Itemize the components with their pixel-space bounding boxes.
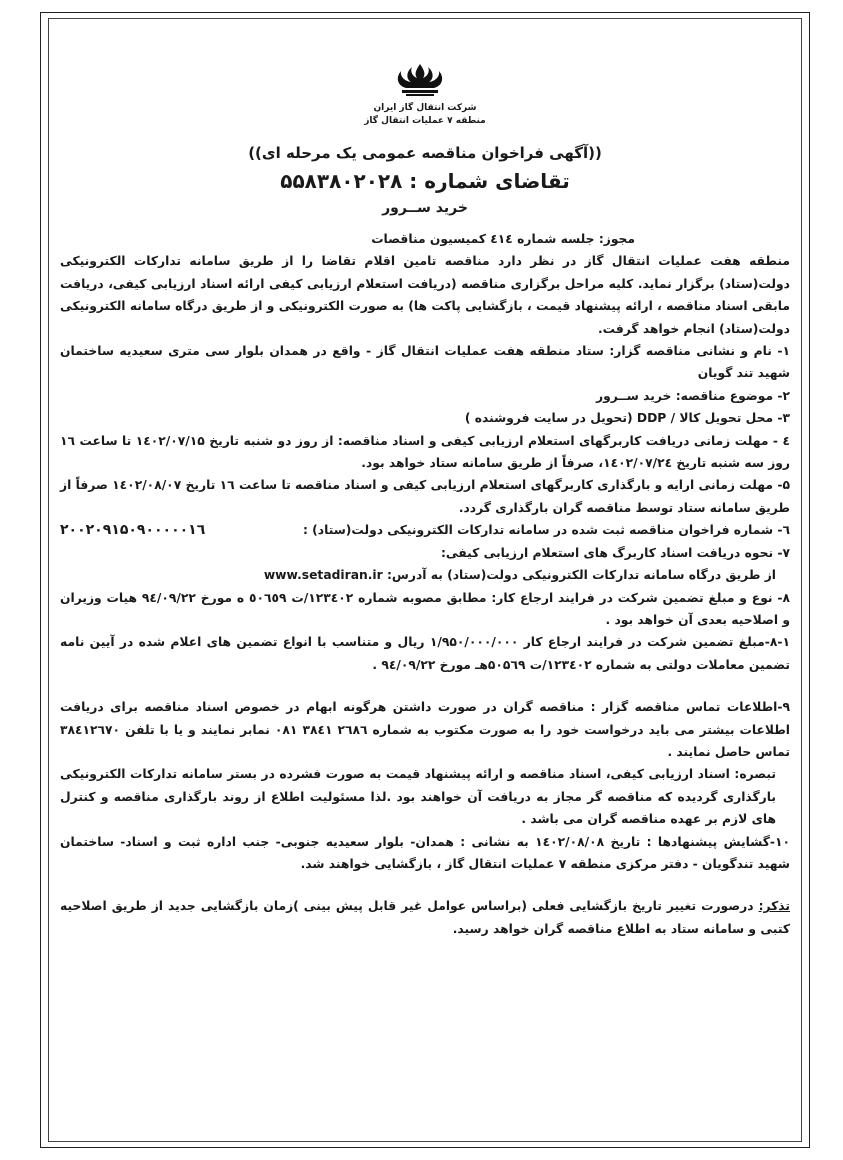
item-5: ۵- مهلت زمانی ارایه و بارگذاری کاربرگهای استعلام ارزیابی کیفی و اسناد مناقصه تا ساعت ۱٦ تاریخ ۱٤۰۲/۰۸/۰۷ صرفاً از طریق سامانه ستاد توسط مناقصه گران بارگذاری گردد. bbox=[60, 478, 790, 515]
notice-title: ((آگهی فراخوان مناقصه عمومی یک مرحله ای)) bbox=[248, 144, 602, 162]
note-paragraph: تبصره: اسناد ارزیابی کیفی، اسناد مناقصه و ارائه پیشنهاد قیمت به صورت فشرده در بستر سامانه تدارکات الکترونیکی بارگذاری گردیده که مناقصه گر مجاز به دریافت آن خواهند بود .لذا مسئولیت اطلاع از روند بارگذاری مناقصه و کنترل های لازم بر عهده مناقصه گران می باشد . bbox=[60, 767, 776, 827]
intro-paragraph: منطقه هفت عملیات انتقال گاز در نظر دارد مناقصه تامین اقلام تقاضا را از طریق سامانه تدارکات الکترونیکی دولت(ستاد) برگزار نماید. کلیه مراحل برگزاری مناقصه (دریافت استعلام ارزیابی کیفی ارائه اسناد ارزیابی کیفی، دریافت مابقی اسناد مناقصه ، ارائه پیشنهاد قیمت ، بازگشایی پاکت ها) به صورت الکترونیکی و از طریق درگاه سامانه الکترونیکی دولت(ستاد) انجام خواهد گرفت. bbox=[60, 254, 790, 336]
tender-call-number: ۲۰۰۲۰۹۱۵۰۹۰۰۰۰۰۱٦ bbox=[60, 522, 206, 539]
subject-heading: خرید ســرور bbox=[382, 200, 468, 216]
request-number: تقاضای شماره : ۵۵۸۳۸۰۲۰۲۸ bbox=[280, 169, 570, 193]
setad-url: www.setadiran.ir bbox=[263, 568, 383, 583]
item-1: ۱- نام و نشانی مناقصه گزار: ستاد منطقه هفت عملیات انتقال گاز - واقع در همدان بلوار سی متری سعیدیه ساختمان شهید تند گویان bbox=[60, 344, 790, 381]
item-8: ۸- نوع و مبلغ تضمین شرکت در فرایند ارجاع کار: مطابق مصوبه شماره ۱۲۳٤۰۲/ت ٥٠٦٥٩ ه مورخ ۹٤/۰۹/۲۲ هیات وزیران و اصلاحیه بعدی آن خواهد بود . bbox=[60, 590, 790, 627]
footer-reminder bbox=[60, 895, 790, 940]
reminder-text: درصورت تغییر تاریخ بازگشایی فعلی (براساس عوامل غیر قابل پیش بینی )زمان بازگشایی جدید از طریق اصلاحیه کتبی و سامانه ستاد به اطلاع مناقصه گران خواهد رسید. bbox=[60, 899, 790, 936]
company-caption bbox=[325, 102, 525, 128]
region-name: منطقه ۷ عملیات انتقال گاز bbox=[364, 116, 486, 126]
item-3: ۳- محل تحویل کالا / DDP (تحویل در سایت فروشنده ) bbox=[464, 411, 790, 426]
item-8-1: ۸-۱-مبلغ تضمین شرکت در فرایند ارجاع کار ۱/۹۵۰/۰۰۰/۰۰۰ ریال و متناسب با انواع تضمین های اعلام شده در آیین نامه تضمین معاملات دولتی به شماره ۱۲۳٤۰۲/ت ۵۰۵٦۹هـ مورخ ۹٤/۰۹/۲۲ . bbox=[60, 635, 790, 672]
company-name: شرکت انتقال گاز ایران bbox=[373, 103, 477, 113]
item-7: ۷- نحوه دریافت اسناد کاربرگ های استعلام ارزیابی کیفی: bbox=[440, 545, 790, 560]
spacer bbox=[60, 875, 790, 895]
item-6 bbox=[60, 519, 790, 541]
item-6-label: ٦- شماره فراخوان مناقصه ثبت شده در سامانه تدارکات الکترونیکی دولت(ستاد) : bbox=[302, 523, 790, 538]
item-2: ۲- موضوع مناقصه: خرید ســرور bbox=[596, 388, 790, 403]
notice-body bbox=[60, 228, 790, 940]
reminder-label: تذکر: bbox=[758, 899, 791, 914]
spacer bbox=[60, 676, 790, 696]
item-10: ۱۰-گشایش پیشنهادها : تاریخ ۱٤۰۲/۰۸/۰۸ به نشانی : همدان- بلوار سعیدیه جنوبی- جنب اداره ثبت و اسناد- ساختمان شهید تندگویان - دفتر مرکزی منطقه ۷ عملیات انتقال گاز ، بازگشایی خواهند شد. bbox=[60, 834, 790, 871]
permit-line: مجوز: جلسه شماره ٤١٤ کمیسیون مناقصات bbox=[371, 232, 635, 246]
nigc-flame-logo-icon bbox=[390, 62, 450, 98]
item-9: ۹-اطلاعات تماس مناقصه گزار : مناقصه گران در صورت داشتن هرگونه ابهام در خصوص اسناد مناقصه برای دریافت اطلاعات بیشتر می باید درخواست خود را به صورت مکتوب به شماره ۲٦۸٦ ۳۸٤۱ ۰۸۱ نمابر نمایند و یا با تلفن ۳۸٤۱۲٦۷۰ تماس حاصل نمایند . bbox=[60, 700, 790, 759]
item-7-detail bbox=[60, 564, 790, 586]
item-4: ٤ - مهلت زمانی دریافت کاربرگهای استعلام ارزیابی کیفی و اسناد مناقصه: از روز دو شنبه تاریخ ۱٤۰۲/۰۷/۱۵ تا ساعت ۱٦ روز سه شنبه تاریخ ۱٤۰۲/۰۷/۲٤، صرفاً از طریق سامانه ستاد خواهد بود. bbox=[60, 433, 790, 471]
item-7-detail-text: از طریق درگاه سامانه تدارکات الکترونیکی دولت(ستاد) به آدرس: bbox=[386, 568, 776, 583]
tender-notice-page bbox=[60, 22, 790, 1132]
